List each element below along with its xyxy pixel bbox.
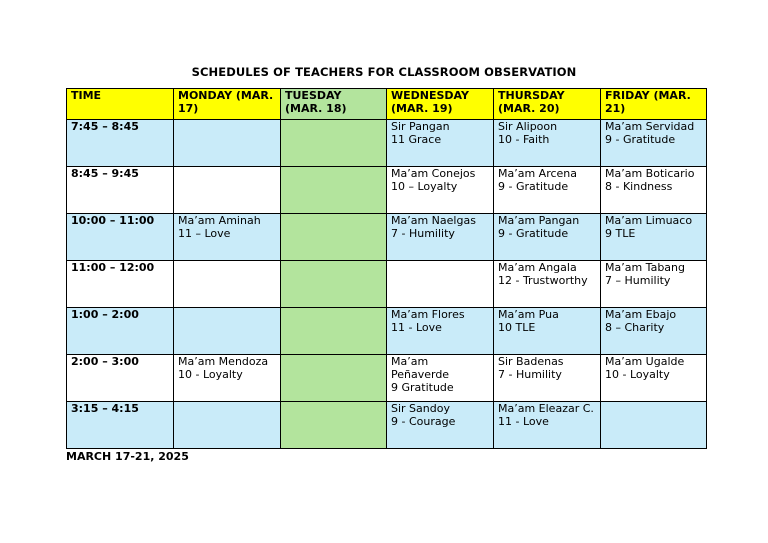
class-section: 9 - Gratitude [498,227,569,240]
time-cell: 8:45 – 9:45 [67,167,174,214]
teacher-name: Ma’am Limuaco [605,214,693,227]
teacher-name: Ma’am Mendoza [178,355,269,368]
teacher-name: Ma’am Ebajo [605,308,677,321]
tuesday-cell [281,120,387,167]
wednesday-cell [387,308,494,355]
class-section: Peñaverde [391,368,450,381]
class-section: 7 - Humility [498,368,562,381]
table-row [67,308,707,355]
monday-cell [174,167,281,214]
tuesday-cell [281,261,387,308]
wednesday-cell [387,261,494,308]
time-cell: 11:00 – 12:00 [67,261,174,308]
thursday-cell [494,214,601,261]
teacher-name: Ma’am Naelgas [391,214,476,227]
thursday-cell [494,167,601,214]
header-row [67,89,707,120]
teacher-name: Ma’am Tabang [605,261,685,274]
header-tuesday: TUESDAY (MAR. 18) [281,89,387,120]
class-section: 8 - Kindness [605,180,673,193]
teacher-name: Sir Badenas [498,355,564,368]
monday-cell [174,308,281,355]
time-cell: 10:00 – 11:00 [67,214,174,261]
class-section: 9 - Gratitude [605,133,676,146]
teacher-name: Ma’am Servidad [605,120,695,133]
wednesday-cell [387,214,494,261]
header-monday: MONDAY (MAR. 17) [174,89,281,120]
monday-cell [174,261,281,308]
teacher-name: Ma’am Boticario [605,167,695,180]
thursday-cell [494,308,601,355]
teacher-name: Sir Sandoy [391,402,450,415]
teacher-name: Ma’am Arcena [498,167,578,180]
friday-cell [601,167,707,214]
class-section: 11 – Love [178,227,231,240]
monday-cell [174,402,281,449]
teacher-name: Ma’am Aminah [178,214,261,227]
friday-cell [601,120,707,167]
wednesday-cell [387,355,494,402]
class-section: 9 - Gratitude [498,180,569,193]
teacher-name: Ma’am Ugalde [605,355,685,368]
class-section: 10 TLE [498,321,536,334]
tuesday-cell [281,167,387,214]
header-wednesday: WEDNESDAY (MAR. 19) [387,89,494,120]
header-time: TIME [67,89,174,120]
class-section: 11 - Love [391,321,442,334]
schedule-table [66,88,707,449]
monday-cell [174,355,281,402]
class-section: 8 – Charity [605,321,665,334]
table-row [67,261,707,308]
wednesday-cell [387,167,494,214]
date-range-footer: MARCH 17-21, 2025 [66,450,189,463]
teacher-name: Ma’am Pua [498,308,559,321]
teacher-name: Ma’am Pangan [498,214,580,227]
header-friday: FRIDAY (MAR. 21) [601,89,707,120]
monday-cell [174,120,281,167]
friday-cell [601,261,707,308]
friday-cell [601,402,707,449]
time-cell: 3:15 – 4:15 [67,402,174,449]
header-thursday: THURSDAY (MAR. 20) [494,89,601,120]
class-section: 11 - Love [498,415,549,428]
document-title: SCHEDULES OF TEACHERS FOR CLASSROOM OBSERVATION [191,65,577,79]
tuesday-cell [281,402,387,449]
class-section: 7 – Humility [605,274,671,287]
tuesday-cell [281,214,387,261]
teacher-name: Sir Alipoon [498,120,558,133]
class-section: 12 - Trustworthy [498,274,588,287]
wednesday-cell [387,120,494,167]
table-row [67,355,707,402]
time-cell: 1:00 – 2:00 [67,308,174,355]
thursday-cell [494,261,601,308]
teacher-name: Ma’am [391,355,429,368]
wednesday-cell [387,402,494,449]
thursday-cell [494,120,601,167]
thursday-cell [494,355,601,402]
tuesday-cell [281,308,387,355]
friday-cell [601,308,707,355]
class-section: 10 - Loyalty [605,368,670,381]
table-row [67,214,707,261]
friday-cell [601,355,707,402]
class-section: 9 - Courage [391,415,456,428]
teacher-name: Ma’am Flores [391,308,465,321]
teacher-name: Ma’am Angala [498,261,577,274]
time-cell: 7:45 – 8:45 [67,120,174,167]
teacher-name: Ma’am Eleazar C. [498,402,594,415]
thursday-cell [494,402,601,449]
class-section: 11 Grace [391,133,442,146]
class-section: 7 - Humility [391,227,455,240]
class-section: 9 Gratitude [391,381,454,394]
class-section: 10 - Loyalty [178,368,243,381]
class-section: 10 – Loyalty [391,180,458,193]
friday-cell [601,214,707,261]
class-section: 10 - Faith [498,133,550,146]
monday-cell [174,214,281,261]
teacher-name: Ma’am Conejos [391,167,476,180]
teacher-name: Sir Pangan [391,120,450,133]
table-row [67,167,707,214]
time-cell: 2:00 – 3:00 [67,355,174,402]
table-row [67,120,707,167]
table-row [67,402,707,449]
class-section: 9 TLE [605,227,636,240]
tuesday-cell [281,355,387,402]
